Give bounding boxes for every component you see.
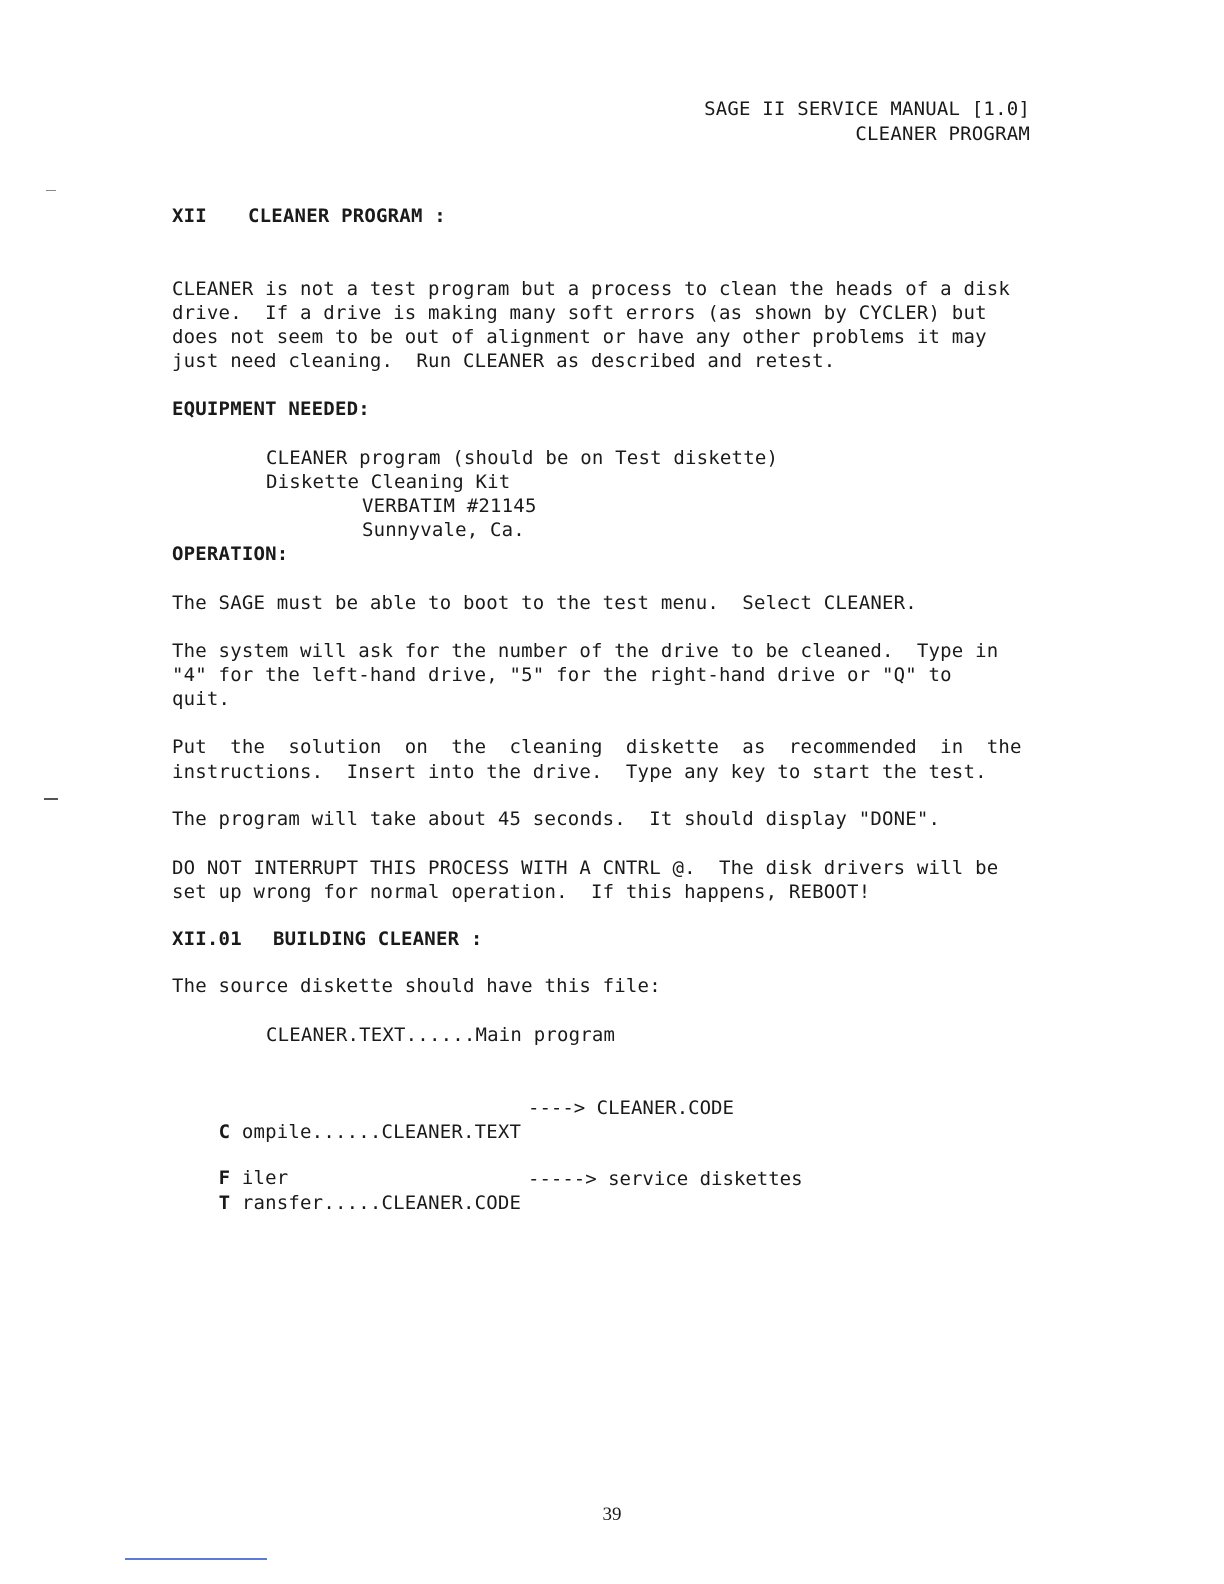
step-text: ransfer.....CLEANER.CODE (230, 1192, 522, 1214)
header-manual-title: SAGE II SERVICE MANUAL [1.0] (704, 98, 1030, 120)
operation-line: The SAGE must be able to boot to the test menu. Select CLEANER. (172, 592, 917, 614)
margin-mark (44, 798, 58, 800)
equipment-item: Diskette Cleaning Kit (266, 471, 511, 493)
subsection-title: BUILDING CLEANER : (273, 928, 483, 950)
equipment-item: CLEANER program (should be on Test diskette) (266, 447, 779, 469)
step-text: iler (230, 1167, 289, 1189)
intro-line: does not seem to be out of alignment or have any other problems it may (172, 326, 987, 348)
warning-line: DO NOT INTERRUPT THIS PROCESS WITH A CNTRL @. The disk drivers will be (172, 857, 999, 879)
vendor-city: Sunnyvale, Ca. (362, 519, 525, 541)
source-file-entry: CLEANER.TEXT......Main program (266, 1024, 616, 1046)
operation-line: The program will take about 45 seconds. It should display "DONE". (172, 808, 941, 830)
step-arrow: -----> service diskettes (528, 1168, 803, 1190)
operation-line: instructions. Insert into the drive. Type any key to start the test. (172, 761, 987, 783)
operation-line: quit. (172, 688, 231, 710)
section-number: XII (172, 205, 207, 227)
vendor-part-number: VERBATIM #21145 (362, 495, 537, 517)
build-step (172, 1167, 521, 1239)
intro-line: drive. If a drive is making many soft errors (as shown by CYCLER) but (172, 302, 987, 324)
equipment-heading: EQUIPMENT NEEDED: (172, 398, 370, 420)
section-title: CLEANER PROGRAM : (248, 205, 446, 227)
step-key: F (218, 1167, 231, 1189)
subsection-intro: The source diskette should have this file: (172, 975, 661, 997)
step-key: T (218, 1192, 231, 1214)
margin-mark (46, 190, 56, 191)
step-text: ompile......CLEANER.TEXT (230, 1121, 522, 1143)
operation-heading: OPERATION: (172, 543, 289, 565)
operation-line: "4" for the left-hand drive, "5" for the right-hand drive or "Q" to (172, 664, 952, 686)
subsection-number: XII.01 (172, 928, 242, 950)
footer-rule (125, 1558, 267, 1560)
step-key: C (218, 1121, 231, 1143)
intro-line: CLEANER is not a test program but a process to clean the heads of a disk (172, 278, 1011, 300)
header-chapter-title: CLEANER PROGRAM (855, 123, 1030, 145)
operation-line: The system will ask for the number of the drive to be cleaned. Type in (172, 640, 999, 662)
intro-line: just need cleaning. Run CLEANER as described and retest. (172, 350, 836, 372)
operation-line: Put the solution on the cleaning diskette as recommended in the (172, 736, 1022, 758)
step-arrow: ----> CLEANER.CODE (528, 1097, 734, 1119)
warning-line: set up wrong for normal operation. If this happens, REBOOT! (172, 881, 871, 903)
page-number: 39 (602, 1504, 622, 1525)
